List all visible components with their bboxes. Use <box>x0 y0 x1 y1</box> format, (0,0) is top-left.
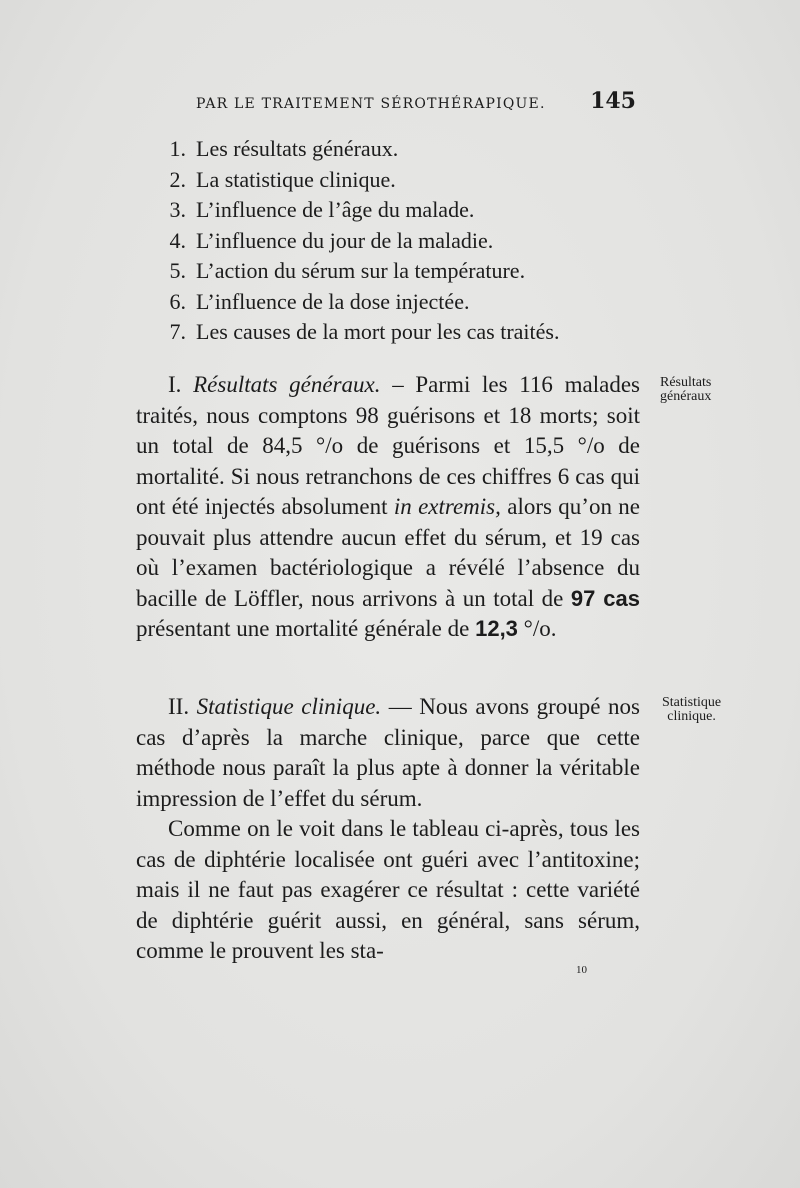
bold-rate: 12,3 <box>475 616 518 641</box>
margin-note-line: Statistique <box>662 695 722 710</box>
outline-item-number: 3. <box>169 197 186 222</box>
outline-item-text: L’action du sérum sur la température. <box>196 258 526 283</box>
outline-item <box>150 134 650 165</box>
outline-item-number: 5. <box>169 258 186 283</box>
outline-item <box>150 165 650 196</box>
section-1-heading: Résultats généraux. <box>193 372 381 397</box>
margin-note-resultats <box>660 376 711 404</box>
heading-dash: – <box>380 372 416 397</box>
outline-item-text: L’influence de la dose injectée. <box>196 288 470 314</box>
page-number: 145 <box>590 88 636 114</box>
outline-item-text: Les résultats généraux. <box>196 136 399 161</box>
outline-item-number: 7. <box>169 319 186 344</box>
section-1-number: I. <box>168 372 182 397</box>
paragraph-3: Comme on le voit dans le tableau ci-après, tous les cas de diphtérie localisée ont guéri avec l’antitoxine; mais il ne faut pas exagérer ce résultat : cette variété de diphtérie guérit aussi, en général, sans sérum, comme le prouvent les sta- <box>136 816 640 963</box>
running-head-title: PAR LE TRAITEMENT SÉROTHÉRAPIQUE. <box>196 96 546 112</box>
margin-note-line: Résultats <box>660 375 712 390</box>
outline-item-text: L’influence du jour de la maladie. <box>196 227 494 253</box>
paragraph-text: alors qu’on ne pouvait plus attendre aucun effet du sérum, et 19 cas où l’examen bactériologique a révélé l’absence du bacille de Löffler, nous arrivons à un total de <box>136 494 640 611</box>
outline-item <box>150 287 650 318</box>
chapter-outline-list <box>150 134 650 348</box>
paragraph-text: Parmi les 116 malades traités, nous comptons 98 guérisons et 18 morts; soit un total de 84,5 °/o de guérisons et 15,5 °/o de mortalité. Si nous retranchons de ces chiffres 6 cas qui ont été injectés absolument <box>136 372 640 519</box>
margin-note-line: clinique. <box>667 709 716 724</box>
section-2-number: II. <box>168 694 190 719</box>
bold-count: 97 cas <box>570 585 640 611</box>
section-2-heading: Statistique clinique. <box>196 694 382 719</box>
outline-item-text: Les causes de la mort pour les cas traités. <box>196 319 560 344</box>
outline-item <box>150 317 650 348</box>
section-2-paragraph <box>136 692 640 814</box>
running-head <box>196 88 636 118</box>
outline-item <box>150 195 650 226</box>
paragraph-text: °/o. <box>517 616 557 641</box>
outline-item-number: 1. <box>169 136 186 161</box>
outline-item-number: 6. <box>169 288 186 314</box>
outline-item <box>150 226 650 257</box>
outline-item <box>150 256 650 287</box>
outline-item-number: 2. <box>169 166 186 192</box>
margin-note-line: généraux <box>660 389 712 404</box>
outline-item-number: 4. <box>169 227 186 253</box>
italic-phrase: in extremis, <box>393 494 501 519</box>
heading-dash: — <box>381 694 420 719</box>
section-1-paragraph <box>136 370 640 645</box>
outline-item-text: L’influence de l’âge du malade. <box>196 197 475 222</box>
paragraph-text: Nous avons groupé nos cas d’après la marche clinique, parce que cette méthode nous paraît la plus apte à donner la véritable impression de l’effet du sérum. <box>136 694 641 811</box>
signature-mark: 10 <box>576 964 587 976</box>
margin-note-statistique <box>662 696 721 724</box>
outline-item-text: La statistique clinique. <box>196 166 396 192</box>
paragraph-text: présentant une mortalité générale de <box>136 616 476 641</box>
